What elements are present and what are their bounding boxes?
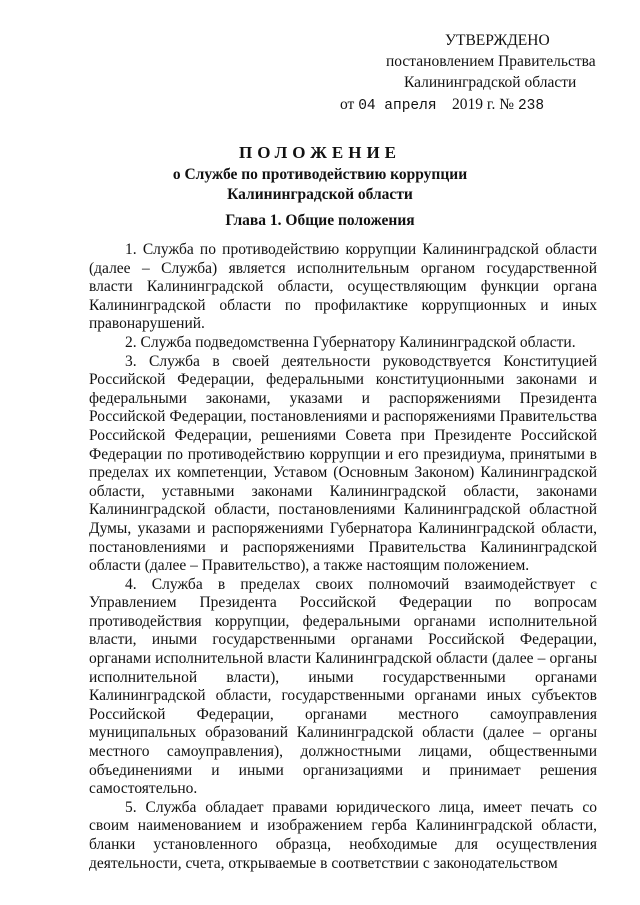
date-prefix: от — [340, 96, 355, 113]
approval-line-resolution: постановлением Правительства — [386, 53, 596, 70]
subtitle-line-1: о Службе по противодействию коррупции — [172, 166, 468, 183]
approval-line-region: Калининградской области — [404, 74, 577, 91]
subtitle-line-2: Калининградской области — [227, 186, 413, 203]
paragraph-1: 1. Служба по противодействию коррупции Калининградской области (далее – Служба) является исполнительным органом государственной власти Калининградской области, осуществляющим функции органа Калининградской области по профилактике коррупционных и иных правонарушений. — [89, 241, 597, 333]
paragraph-3: 3. Служба в своей деятельности руководствуется Конституцией Российской Федерации, федеральными конституционными законами и федеральными законами, указами и распоряжениями Президента Российской Федерации, постановлениями и распоряжениями Правительства Российской Федерации, решениями Совета при Президенте Российской Федерации по противодействию коррупции и его президиума, принятыми в пределах их компетенции, Уставом (Основным Законом) Калининградской области, уставными законами Калининградской области, законами Калининградской области, постановлениями Калининградской областной Думы, указами и распоряжениями Губернатора Калининградской области, постановлениями и распоряжениями Правительства Калининградской области (далее – Правительство), а также настоящим положением. — [89, 352, 597, 575]
approved-label: УТВЕРЖДЕНО — [445, 32, 550, 49]
paragraph-2: 2. Служба подведомственна Губернатору Калининградской области. — [125, 333, 576, 351]
approval-number: 238 — [517, 98, 545, 114]
document-subtitle — [0, 165, 640, 205]
approval-date-line — [340, 94, 544, 117]
approval-date: 04 апреля — [358, 98, 437, 114]
document-body — [89, 241, 597, 873]
paragraph-4: 4. Служба в пределах своих полномочий взаимодействует с Управлением Президента Российской Федерации по вопросам противодействия коррупции, федеральными органами исполнительной власти, иными государственными органами Российской Федерации, органами исполнительной власти Калининградской области (далее – органы исполнительной власти), иными государственными органами Калининградской области, государственными органами иных субъектов Российской Федерации, органами местного самоуправления муниципальных образований Калининградской области (далее – органы местного самоуправления), должностными лицами, общественными объединениями и иными организациями и принимает решения самостоятельно. — [89, 575, 597, 798]
document-title: ПОЛОЖЕНИЕ — [239, 143, 401, 162]
approval-year: 2019 г. № — [452, 96, 515, 113]
paragraph-5: 5. Служба обладает правами юридического лица, имеет печать со своим наименованием и изображением герба Калининградской области, бланки установленного образца, необходимые для осуществления деятельности, счета, открываемые в соответствии с законодательством — [89, 798, 597, 872]
chapter-heading: Глава 1. Общие положения — [225, 212, 415, 229]
